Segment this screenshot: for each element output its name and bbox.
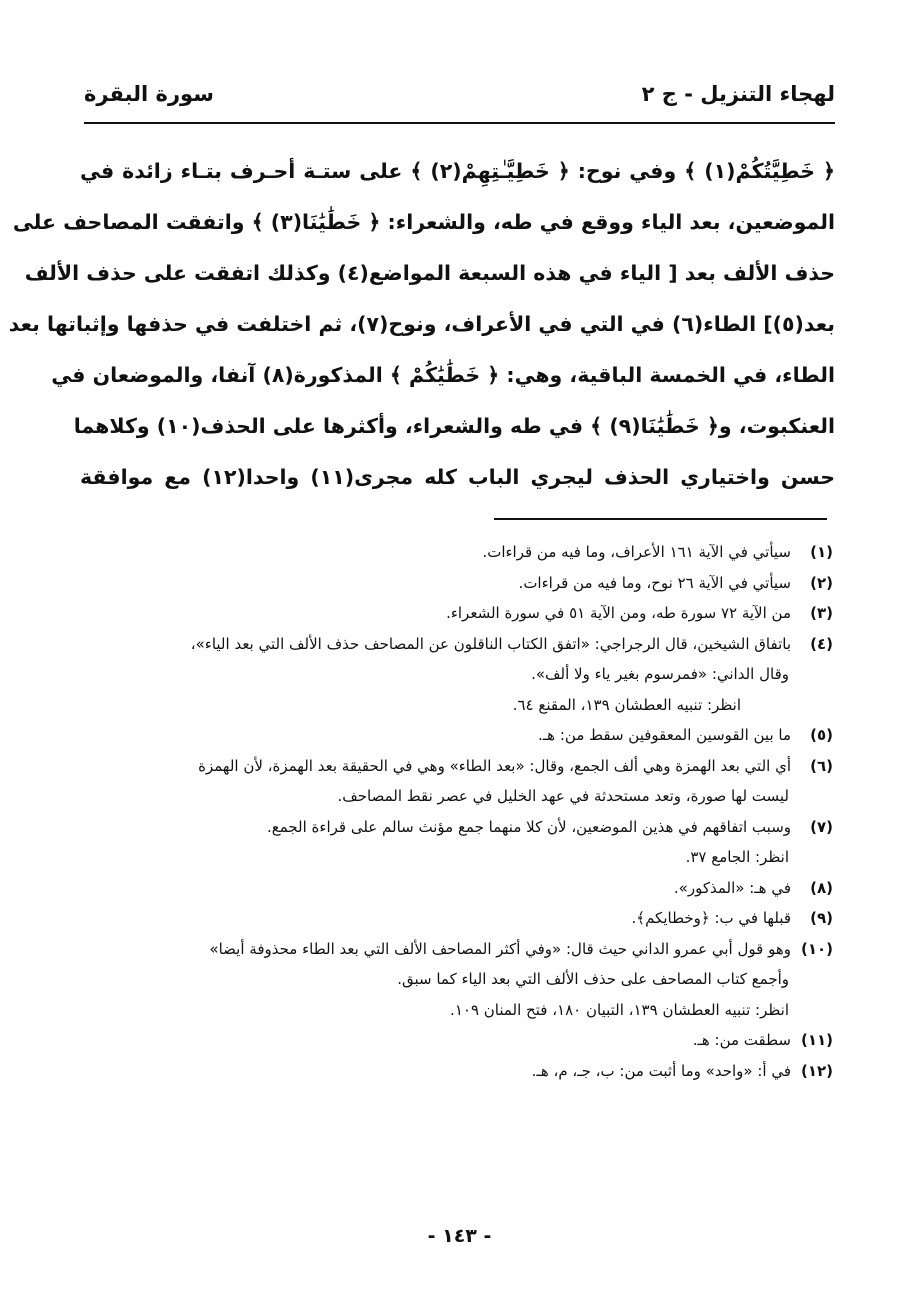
text-line: بعد(٥)] الطاء(٦) في التي في الأعراف، ونوح(٧)، ثم اختلفت في حذفها وإثباتها بعد <box>8 312 835 336</box>
book-title: لهجاء التنزيل - ج ٢ <box>641 82 835 106</box>
footnote-number: (٣) <box>810 604 833 622</box>
footnote-reference: انظر: الجامع ٣٧. <box>685 848 789 866</box>
footnote-5 <box>82 720 833 751</box>
footnote-text: في هـ: «المذكور». <box>673 878 791 897</box>
footnote-text: سيأتي في الآية ١٦١ الأعراف، وما فيه من قراءات. <box>482 543 791 561</box>
footnote-continuation: وقال الداني: «فمرسوم بغير ياء ولا ألف». <box>531 665 789 683</box>
footnote-12 <box>82 1056 833 1087</box>
text-line: حذف الألف بعد [ الياء في هذه السبعة المواضع(٤) وكذلك اتفقت على حذف الألف <box>24 261 835 285</box>
footnote-7 <box>82 812 833 843</box>
footnote-continuation: وأجمع كتاب المصاحف على حذف الألف التي بعد الياء كما سبق. <box>397 970 789 988</box>
footnote-number: (٢) <box>810 573 833 592</box>
footnote-continuation: ليست لها صورة، وتعد مستحدثة في عهد الخليل في عصر نقط المصاحف. <box>337 787 789 805</box>
footnote-number: (٧) <box>810 817 833 836</box>
footnote-11 <box>82 1025 833 1056</box>
main-text <box>8 146 835 503</box>
footnote-number: (٥) <box>810 726 833 744</box>
footnote-number: (٤) <box>810 634 833 653</box>
footnote-1 <box>82 537 833 568</box>
footnote-text: سطقت من: هـ. <box>692 1031 791 1049</box>
footnote-text: من الآية ٧٢ سورة طه، ومن الآية ٥١ في سورة الشعراء. <box>446 604 791 622</box>
footnote-text: في أ: «واحد» وما أثبت من: ب، جـ، م، هـ. <box>531 1061 791 1080</box>
footnote-3 <box>82 598 833 629</box>
footnote-divider <box>494 518 827 520</box>
footnote-6 <box>82 751 833 782</box>
footnote-text: أي التي بعد الهمزة وهي ألف الجمع، وقال: «بعد الطاء» وهي في الحقيقة بعد الهمزة، لأن الهمزة <box>198 756 791 775</box>
text-line: الطاء، في الخمسة الباقية، وهي: ﴿ خَطَٰيَٰكُمْ ﴾ المذكورة(٨) آنفا، والموضعان في <box>51 363 835 387</box>
footnote-number: (١٢) <box>800 1061 833 1080</box>
text-line: العنكبوت، و﴿ خَطَٰيَٰنَا(٩) ﴾ في طه والشعراء، وأكثرها على الحذف(١٠) وكلاهما <box>73 414 835 438</box>
text-line: حسن واختياري الحذف ليجري الباب كله مجرى(١١) واحدا(١٢) مع موافقة <box>80 465 835 489</box>
footnote-2 <box>82 568 833 599</box>
footnote-text: وهو قول أبي عمرو الداني حيث قال: «وفي أكثر المصاحف الألف التي بعد الطاء محذوفة أيضا» <box>209 939 791 958</box>
footnote-reference: انظر: تنبيه العطشان ١٣٩، التبيان ١٨٠، فتح المنان ١٠٩. <box>450 1000 789 1019</box>
footnote-number: (٩) <box>810 909 833 927</box>
text-line: الموضعين، بعد الياء ووقع في طه، والشعراء: ﴿ خَطَٰيَٰنَا(٣) ﴾ واتفقت المصاحف على <box>12 210 835 234</box>
footnote-number: (١١) <box>800 1031 833 1049</box>
footnote-4 <box>82 629 833 660</box>
text-line: ﴿ خَطِيَّتُكُمْ(١) ﴾ وفي نوح: ﴿ خَطِيَّـٰتِهِمْ(٢) ﴾ على ستـة أحـرف بتـاء زائدة في <box>80 159 835 183</box>
footnote-reference: انظر: تنبيه العطشان ١٣٩، المقنع ٦٤. <box>512 695 741 714</box>
footnote-text: سيأتي في الآية ٢٦ نوح، وما فيه من قراءات. <box>518 573 791 592</box>
footnotes <box>82 537 833 1086</box>
footnote-text: باتفاق الشيخين، قال الرجراجي: «اتفق الكتاب الناقلون عن المصاحف حذف الألف التي بعد الياء»، <box>190 634 791 653</box>
footnote-text: ما بين القوسين المعقوفين سقط من: هـ. <box>538 726 791 744</box>
page-number: - ١٤٣ - <box>427 1225 492 1247</box>
running-header <box>84 74 835 114</box>
footnote-number: (١٠) <box>800 939 833 958</box>
surah-title: سورة البقرة <box>84 82 214 106</box>
footnote-number: (١) <box>810 543 833 561</box>
footnote-9 <box>82 903 833 934</box>
footnote-number: (٦) <box>810 756 833 775</box>
header-divider <box>84 122 835 124</box>
footnote-text: قبلها في ب: ﴿وخطايكم﴾. <box>631 909 791 927</box>
footnote-8 <box>82 873 833 904</box>
footnote-text: وسبب اتفاقهم في هذين الموضعين، لأن كلا منهما جمع مؤنث سالم على قراءة الجمع. <box>266 817 791 836</box>
footnote-10 <box>82 934 833 965</box>
footnote-number: (٨) <box>810 878 833 897</box>
